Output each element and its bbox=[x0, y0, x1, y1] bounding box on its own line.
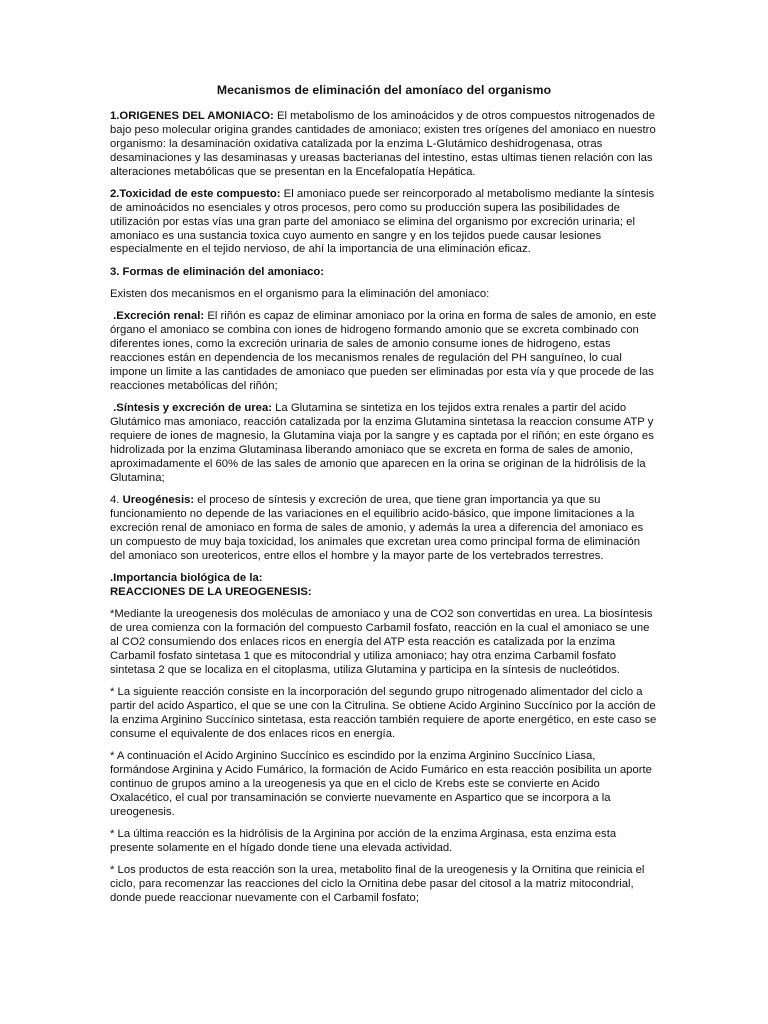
text-excrecion-renal: El riñón es capaz de eliminar amoniaco por la orina en forma de sales de amonio, en este órgano el amoniaco se combina con iones de hidrogeno formando amonio que se excreta combinado con diferentes iones, como la excreción urinaria de sales de amonio consume iones de hidrogeno, estas reacciones están en dependencia de los mecanismos renales de regulación del PH sanguíneo, lo cual impone un limite a las cantidades de amoniaco que pueden ser eliminadas por esta vía y que procede de las reacciones metabólicas del riñón; bbox=[110, 310, 657, 392]
paragraph-toxicidad bbox=[110, 188, 658, 258]
text-origenes: El metabolismo de los aminoácidos y de otros compuestos nitrogenados de bajo peso molecular origina grandes cantidades de amoniaco; existen tres orígenes del amoniaco en nuestro organismo: la desaminación oxidativa catalizada por la enzima L-Glutámico deshidrogenasa, otras desaminaciones y las desaminasas y ureasas bacterianas del intestino, estas ultimas tienen relación con las alteraciones metabólicas que se presentan en la Encefalopatía Hepática. bbox=[110, 109, 656, 178]
label-ureogenesis: Ureogénesis: bbox=[122, 494, 195, 506]
paragraph-reaccion: * Los productos de esta reacción son la urea, metabolito final de la ureogenesis y la Ornitina que reinicia el ciclo, para recomenzar las reacciones del ciclo la Ornitina debe pasar del citosol a la matriz mitocondrial, donde puede reaccionar nuevamente con el Carbamil fosfato; bbox=[110, 864, 645, 904]
paragraph-ureogenesis bbox=[110, 494, 658, 564]
paragraph-origenes bbox=[110, 110, 658, 180]
paragraph-reaccion: * La última reacción es la hidrólisis de la Arginina por acción de la enzima Arginasa, esta enzima esta presente solamente en el hígado donde tiene una elevada actividad. bbox=[110, 827, 617, 854]
label-sintesis-urea: .Síntesis y excreción de urea: bbox=[113, 402, 272, 415]
label-origenes: 1.ORIGENES DEL AMONIACO: bbox=[110, 109, 274, 122]
paragraph-reaccion: *Mediante la ureogenesis dos moléculas de amoniaco y una de CO2 son convertidas en urea. La biosíntesis de urea comienza con la formación del compuesto Carbamil fosfato, reacción en la cual el amoniaco se une al CO2 consumiendo dos enlaces ricos en energía del ATP esta reacción es catalizada por la enzima Carbamil fosfato sintetasa 1 que es mitocondrial y utiliza amoniaco; hay otra enzima Carbamil fosfato sintetasa 2 que se localiza en el citoplasma, utiliza Glutamina y participa en la síntesis de nucleótidos. bbox=[110, 608, 653, 676]
document-title: Mecanismos de eliminación del amoníaco del organismo bbox=[216, 83, 552, 97]
paragraph-sintesis-urea bbox=[110, 402, 658, 485]
prefix-ureogenesis: 4. bbox=[110, 494, 123, 506]
label-toxicidad: 2.Toxicidad de este compuesto: bbox=[110, 187, 281, 200]
text-sintesis-urea: La Glutamina se sintetiza en los tejidos extra renales a partir del acido Glutámico mas amoniaco, reacción catalizada por la enzima Glutamina sintetasa la reaccion consume ATP y requiere de iones de magnesio, la Glutamina viaja por la sangre y es captada por el riñón; en este órgano es hidrolizada por la enzima Glutaminasa liberando amoniaco que se excreta en forma de sales de amonio, aproximadamente el 60% de las sales de amonio que aparecen en la orina se originan de la hidrólisis de la Glutamina; bbox=[110, 402, 654, 484]
paragraph-excrecion-renal bbox=[110, 310, 658, 393]
heading-formas: 3. Formas de eliminación del amoniaco: bbox=[110, 265, 325, 278]
heading-importancia-line-1: .Importancia biológica de la: bbox=[110, 571, 263, 584]
label-excrecion-renal: .Excreción renal: bbox=[113, 310, 205, 323]
document-page bbox=[110, 84, 658, 914]
text-toxicidad: El amoniaco puede ser reincorporado al metabolismo mediante la síntesis de aminoácidos no esenciales y otros procesos, pero como su producción supera las posibilidades de utilización por estas vías una gran parte del amoniaco se elimina del organismo por excreción urinaria; el amoniaco es una sustancia toxica cuyo aumento en sangre y en los tejidos puede causar lesiones especialmente en el tejido nervioso, de ahí la importancia de una eliminación eficaz. bbox=[110, 187, 655, 256]
paragraph-formas-intro: Existen dos mecanismos en el organismo para la eliminación del amoniaco: bbox=[110, 288, 490, 301]
heading-importancia bbox=[110, 572, 658, 600]
heading-importancia-line-2: REACCIONES DE LA UREOGENESIS: bbox=[110, 585, 312, 598]
text-ureogenesis: el proceso de síntesis y excreción de urea, que tiene gran importancia ya que su funcionamiento no depende de las variaciones en el equilibrio acido-básico, que impone limitaciones a la excreción renal de amoniaco en forma de sales de amonio, y además la urea a diferencia del amoniaco es un compuesto de muy baja toxicidad, los animales que excretan urea como principal forma de eliminación del amoniaco son ureotericos, entre ellos el hombre y la mayor parte de los vertebrados terrestres. bbox=[110, 494, 644, 562]
paragraph-reaccion: * La siguiente reacción consiste en la incorporación del segundo grupo nitrogenado alimentador del ciclo a partir del acido Aspartico, el que se une con la Citrulina. Se obtiene Acido Arginino Succínico por la acción de la enzima Arginino Succínico sintetasa, esta reacción también requiere de aporte energético, en este caso se consume el equivalente de dos enlaces ricos en energía. bbox=[110, 686, 657, 740]
paragraph-reaccion: * A continuación el Acido Arginino Succínico es escindido por la enzima Arginino Succínico Liasa, formándose Arginina y Acido Fumárico, la formación de Acido Fumárico en esta reacción posibilita un aporte continuo de grupos amino a la ureogenesis ya que en el ciclo de Krebs este se convierte en Acido Oxalacético, el cual por transaminación se convierte nuevamente en Aspartico que se incorpora a la ureogenesis. bbox=[110, 750, 652, 818]
